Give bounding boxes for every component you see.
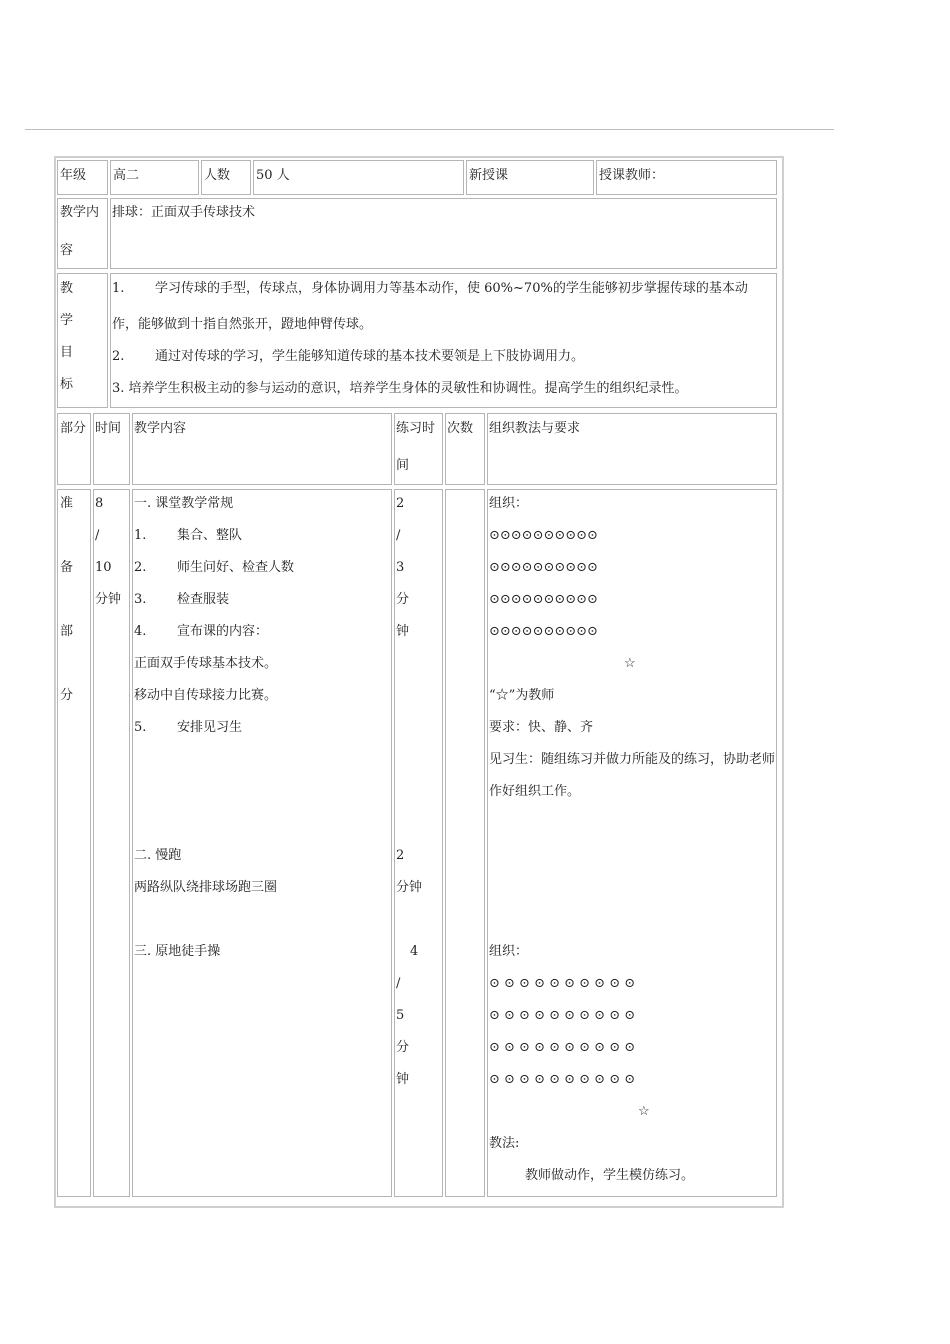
- routine-item-number: 1.: [134, 528, 147, 543]
- method-text: 教师做动作，学生模仿练习。: [525, 1168, 695, 1183]
- formation-row: ⊙⊙⊙⊙⊙⊙⊙⊙⊙⊙: [489, 624, 598, 639]
- content-cell: [132, 489, 392, 1197]
- col-practice-line2: 间: [396, 458, 410, 473]
- practice-time-line: 5: [396, 1008, 405, 1023]
- routine-item-number: 2.: [134, 560, 147, 575]
- count-value: 50 人: [256, 168, 290, 183]
- routine-title: 一. 课堂教学常规: [134, 496, 234, 511]
- lesson-topic-1: 正面双手传球基本技术。: [134, 656, 278, 671]
- goal-3-text: 3. 培养学生积极主动的参与运动的意识，培养学生身体的灵敏性和协调性。提高学生的组织纪录性。: [112, 381, 688, 396]
- col-header-part: [57, 413, 91, 485]
- practice-time-line: 分: [396, 592, 410, 607]
- organization-label: 组织：: [489, 944, 529, 959]
- routine-item-text: 宣布课的内容：: [177, 624, 269, 639]
- top-divider: [25, 129, 834, 130]
- practice-time-line: /: [396, 976, 401, 991]
- goals-label-char: 教: [60, 281, 74, 296]
- goals-value-cell: [110, 273, 777, 408]
- practice-time-line: 3: [396, 560, 405, 575]
- goal-2-number: 2.: [112, 349, 125, 364]
- col-header-time: [93, 413, 130, 485]
- count-label: 人数: [204, 168, 231, 183]
- col-time-label: 时间: [95, 421, 122, 436]
- col-header-content: [132, 413, 392, 485]
- routine-item-text: 师生问好、检查人数: [177, 560, 295, 575]
- time-line: 分钟: [95, 592, 122, 607]
- col-part-label: 部分: [60, 421, 87, 436]
- practice-time-cell: [394, 489, 443, 1197]
- lesson-type-cell: [466, 160, 594, 195]
- time-line: 10: [95, 560, 112, 575]
- teacher-label: 授课教师：: [599, 168, 665, 183]
- part-char: 分: [60, 688, 74, 703]
- practice-time-line: 2: [396, 848, 405, 863]
- star-legend: “☆”为教师: [489, 688, 555, 703]
- time-line: /: [95, 528, 100, 543]
- routine-item-number: 5.: [134, 720, 147, 735]
- goal-1-continued: 作，能够做到十指自然张开，蹬地伸臂传球。: [112, 317, 373, 332]
- part-char: 部: [60, 624, 74, 639]
- formation-row: ⊙⊙⊙⊙⊙⊙⊙⊙⊙⊙: [489, 560, 598, 575]
- col-header-count: [445, 413, 485, 485]
- lesson-type: 新授课: [469, 168, 509, 183]
- teacher-star-icon: ☆: [624, 656, 636, 671]
- practice-time-line: 钟: [396, 1072, 410, 1087]
- grade-value: 高二: [113, 168, 140, 183]
- practice-time-line: 分钟: [396, 880, 423, 895]
- grade-label-cell: [57, 160, 108, 195]
- exercise-title: 三. 原地徒手操: [134, 944, 221, 959]
- goals-label-char: 目: [60, 345, 74, 360]
- formation-row: ⊙ ⊙ ⊙ ⊙ ⊙ ⊙ ⊙ ⊙ ⊙ ⊙: [489, 1040, 636, 1055]
- goal-1-text: 学习传球的手型，传球点，身体协调用力等基本动作，使 60%~70%的学生能够初步掌握传球的基本动: [155, 281, 748, 296]
- formation-row: ⊙ ⊙ ⊙ ⊙ ⊙ ⊙ ⊙ ⊙ ⊙ ⊙: [489, 1008, 636, 1023]
- practice-time-line: 4: [410, 944, 419, 959]
- time-cell: [93, 489, 130, 1197]
- content-label-line1: 教学内: [60, 205, 100, 220]
- goal-1-number: 1.: [112, 281, 125, 296]
- routine-item-text: 集合、整队: [177, 528, 243, 543]
- col-header-practice: [394, 413, 443, 485]
- time-line: 8: [95, 496, 104, 511]
- teacher-star-icon: ☆: [638, 1104, 650, 1119]
- part-cell: [57, 489, 91, 1197]
- formation-row: ⊙⊙⊙⊙⊙⊙⊙⊙⊙⊙: [489, 592, 598, 607]
- practice-time-line: 2: [396, 496, 405, 511]
- formation-row: ⊙ ⊙ ⊙ ⊙ ⊙ ⊙ ⊙ ⊙ ⊙ ⊙: [489, 976, 636, 991]
- goals-label-char: 学: [60, 313, 74, 328]
- goals-label-char: 标: [60, 377, 74, 392]
- col-header-method: [487, 413, 777, 485]
- count-label-cell: [201, 160, 251, 195]
- content-label-cell: [57, 198, 108, 269]
- grade-label: 年级: [60, 168, 87, 183]
- routine-item-number: 3.: [134, 592, 147, 607]
- routine-item-number: 4.: [134, 624, 147, 639]
- part-char: 准: [60, 496, 74, 511]
- routine-item-text: 检查服装: [177, 592, 230, 607]
- count-value-cell: [253, 160, 464, 195]
- goal-2-text: 通过对传球的学习，学生能够知道传球的基本技术要领是上下肢协调用力。: [155, 349, 585, 364]
- practice-time-line: 钟: [396, 624, 410, 639]
- jogging-desc: 两路纵队绕排球场跑三圈: [134, 880, 278, 895]
- method-label: 教法:: [489, 1136, 520, 1151]
- col-content-label: 教学内容: [134, 421, 187, 436]
- teacher-cell: [596, 160, 777, 195]
- part-char: 备: [60, 560, 74, 575]
- method-cell: [487, 489, 777, 1197]
- col-practice-line1: 练习时: [396, 421, 436, 436]
- lesson-topic-2: 移动中自传球接力比赛。: [134, 688, 278, 703]
- requirement-text: 要求：快、静、齐: [489, 720, 594, 735]
- observer-note: 见习生：随组练习并做力所能及的练习，协助老师作好组织工作。: [489, 752, 776, 799]
- content-label-line2: 容: [60, 243, 74, 258]
- count-cell: [445, 489, 485, 1197]
- content-value: 排球：正面双手传球技术: [112, 205, 256, 220]
- content-value-cell: [110, 198, 777, 269]
- grade-value-cell: [110, 160, 199, 195]
- practice-time-line: 分: [396, 1040, 410, 1055]
- formation-row: ⊙ ⊙ ⊙ ⊙ ⊙ ⊙ ⊙ ⊙ ⊙ ⊙: [489, 1072, 636, 1087]
- goals-label-cell: [57, 273, 108, 408]
- col-count-label: 次数: [447, 421, 474, 436]
- formation-row: ⊙⊙⊙⊙⊙⊙⊙⊙⊙⊙: [489, 528, 598, 543]
- jogging-title: 二. 慢跑: [134, 848, 182, 863]
- routine-item-text: 安排见习生: [177, 720, 243, 735]
- organization-label: 组织：: [489, 496, 529, 511]
- col-method-label: 组织教法与要求: [489, 421, 581, 436]
- practice-time-line: /: [396, 528, 401, 543]
